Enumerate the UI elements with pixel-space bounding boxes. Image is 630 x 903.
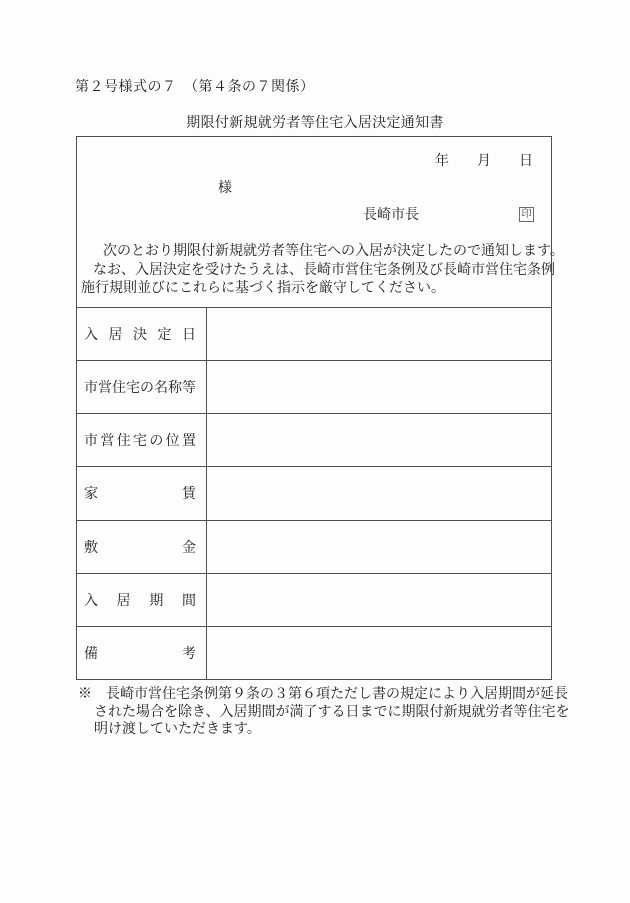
row-value	[207, 361, 551, 413]
sender-name: 長崎市長	[363, 208, 419, 223]
notice-line-2: なお、入居決定を受けたうえは、長崎市営住宅条例及び長崎市営住宅条例	[93, 262, 555, 278]
form-id: 第２号様式の７ （第４条の７関係）	[75, 80, 315, 95]
row-value	[207, 308, 551, 360]
table-row-housing-location	[77, 413, 551, 466]
footnote-line-1: ※ 長崎市営住宅条例第９条の３第６項ただし書の規定により入居期間が延長	[78, 687, 568, 702]
table-row-rent	[77, 466, 551, 519]
form-box	[76, 136, 564, 680]
table-row-housing-name	[77, 360, 551, 413]
footnote-line-3: 明け渡していただきます。	[94, 722, 261, 737]
date-line: 年 月 日	[435, 154, 533, 169]
notice-line-1: 次のとおり期限付新規就労者等住宅への入居が決定したので通知します。	[103, 244, 564, 259]
field-table	[77, 307, 551, 679]
document-title: 期限付新規就労者等住宅入居決定通知書	[186, 116, 444, 131]
row-label: 家 賃	[84, 487, 196, 503]
row-label: 入 居 期 間	[84, 593, 196, 609]
table-row-decision-date	[77, 307, 551, 360]
notice-paragraph	[81, 243, 564, 299]
row-label: 入 居 決 定 日	[84, 328, 196, 344]
row-label: 敷 金	[84, 540, 196, 556]
table-row-occupancy-period	[77, 573, 551, 626]
seal-mark: 印	[519, 207, 534, 222]
table-row-remarks	[77, 626, 551, 679]
row-label: 備 考	[84, 646, 196, 662]
row-label: 市 営 住 宅 の 名 称 等	[84, 381, 196, 397]
notice-line-3: 施行規則並びにこれらに基づく指示を厳守してください。	[81, 281, 445, 296]
row-value	[207, 627, 551, 679]
row-value	[207, 414, 551, 466]
row-value	[207, 467, 551, 519]
row-label: 市 営 住 宅 の 位 置	[84, 434, 196, 450]
table-row-deposit	[77, 520, 551, 573]
sender-line	[363, 204, 534, 224]
footnote-line-2: された場合を除き、入居期間が満了する日までに期限付新規就労者等住宅を	[94, 704, 570, 720]
recipient-honorific: 様	[218, 181, 232, 196]
row-value	[207, 574, 551, 626]
row-value	[207, 521, 551, 573]
footnote	[78, 686, 578, 739]
